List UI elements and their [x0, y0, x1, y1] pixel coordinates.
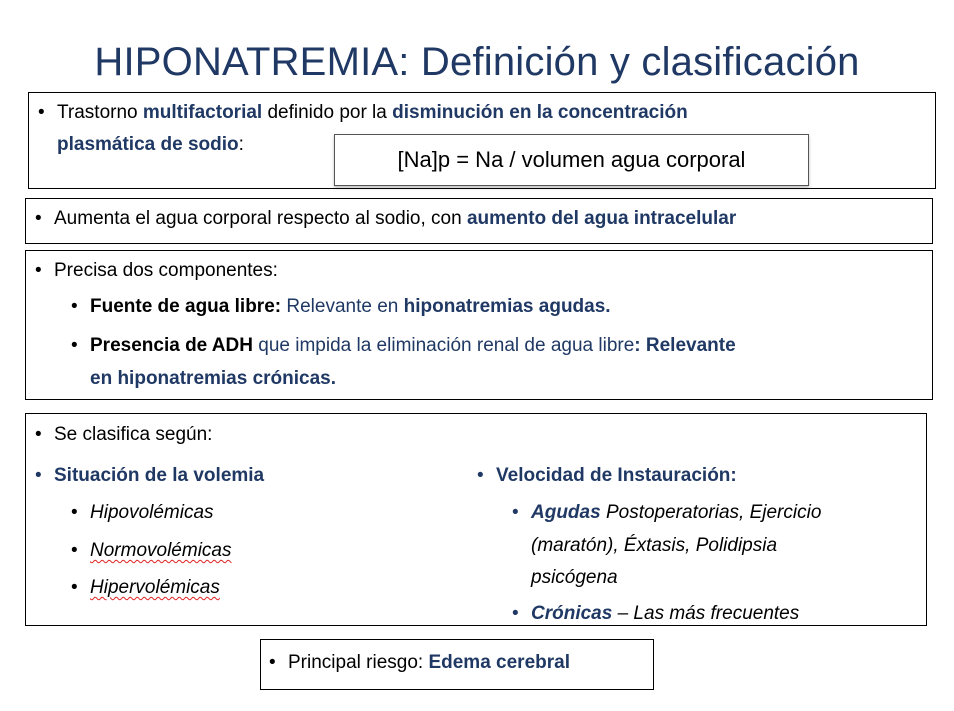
bullet: • [512, 603, 519, 624]
definition-line-1 [57, 101, 688, 125]
bullet: • [71, 296, 78, 317]
acute-line-2: (maratón), Éxtasis, Polidipsia [531, 535, 778, 556]
chronic-text: – Las más frecuentes [612, 603, 800, 624]
definition-line-2 [57, 133, 244, 157]
intracellular-term: aumento del agua intracelular [466, 208, 737, 229]
components-intro: Precisa dos componentes: [54, 260, 278, 281]
free-water-label: Fuente de agua libre: [90, 296, 282, 317]
colon: : [238, 134, 244, 155]
bullet: • [269, 652, 276, 673]
bullet: • [35, 424, 42, 445]
bullet: • [35, 208, 42, 229]
acute-causes: Postoperatorias, Ejercicio [600, 502, 822, 523]
relevant-term: : Relevante [634, 335, 736, 356]
multifactorial-term: multifactorial [142, 102, 263, 123]
acute-line-1 [531, 501, 821, 525]
plasma-sodium-term: plasmática de sodio [57, 134, 239, 155]
chronic-line [531, 602, 799, 626]
chronic-label: Crónicas [531, 603, 613, 624]
volemia-item-normo: Normovolémicas [90, 540, 232, 561]
risk-line [288, 651, 570, 675]
classification-intro: Se clasifica según: [54, 424, 213, 445]
water-text: Aumenta el agua corporal respecto al sodio, con [54, 208, 467, 229]
bullet: • [477, 465, 484, 486]
free-water-item [90, 295, 611, 319]
free-water-text: Relevante en [281, 296, 404, 317]
adh-label: Presencia de ADH [90, 335, 253, 356]
bullet: • [512, 502, 519, 523]
water-line [54, 207, 736, 231]
bullet: • [71, 577, 78, 598]
volemia-item-hypo: Hipovolémicas [90, 502, 214, 523]
bullet: • [35, 260, 42, 281]
acute-label: Agudas [531, 502, 601, 523]
cerebral-edema-term: Edema cerebral [428, 652, 570, 673]
volemia-heading: Situación de la volemia [54, 465, 265, 486]
bullet: • [35, 465, 42, 486]
bullet: • [71, 540, 78, 561]
adh-item-line-2: en hiponatremias crónicas. [90, 368, 337, 389]
acute-line-3: psicógena [531, 567, 618, 588]
adh-text: que impida la eliminación renal de agua libre [252, 335, 635, 356]
volemia-item-hyper: Hipervolémicas [90, 577, 220, 598]
concentration-term: disminución en la concentración [392, 102, 688, 123]
risk-label: Principal riesgo: [288, 652, 429, 673]
definition-text: Trastorno [57, 102, 143, 123]
acute-term: hiponatremias agudas. [403, 296, 611, 317]
bullet: • [71, 335, 78, 356]
onset-heading: Velocidad de Instauración: [496, 465, 737, 486]
sodium-formula: [Na]p = Na / volumen agua corporal [334, 134, 809, 186]
definition-text-2: definido por la [262, 102, 393, 123]
bullet: • [38, 102, 45, 123]
slide-title: HIPONATREMIA: Definición y clasificación [94, 40, 860, 84]
bullet: • [71, 502, 78, 523]
adh-item-line-1 [90, 334, 736, 358]
